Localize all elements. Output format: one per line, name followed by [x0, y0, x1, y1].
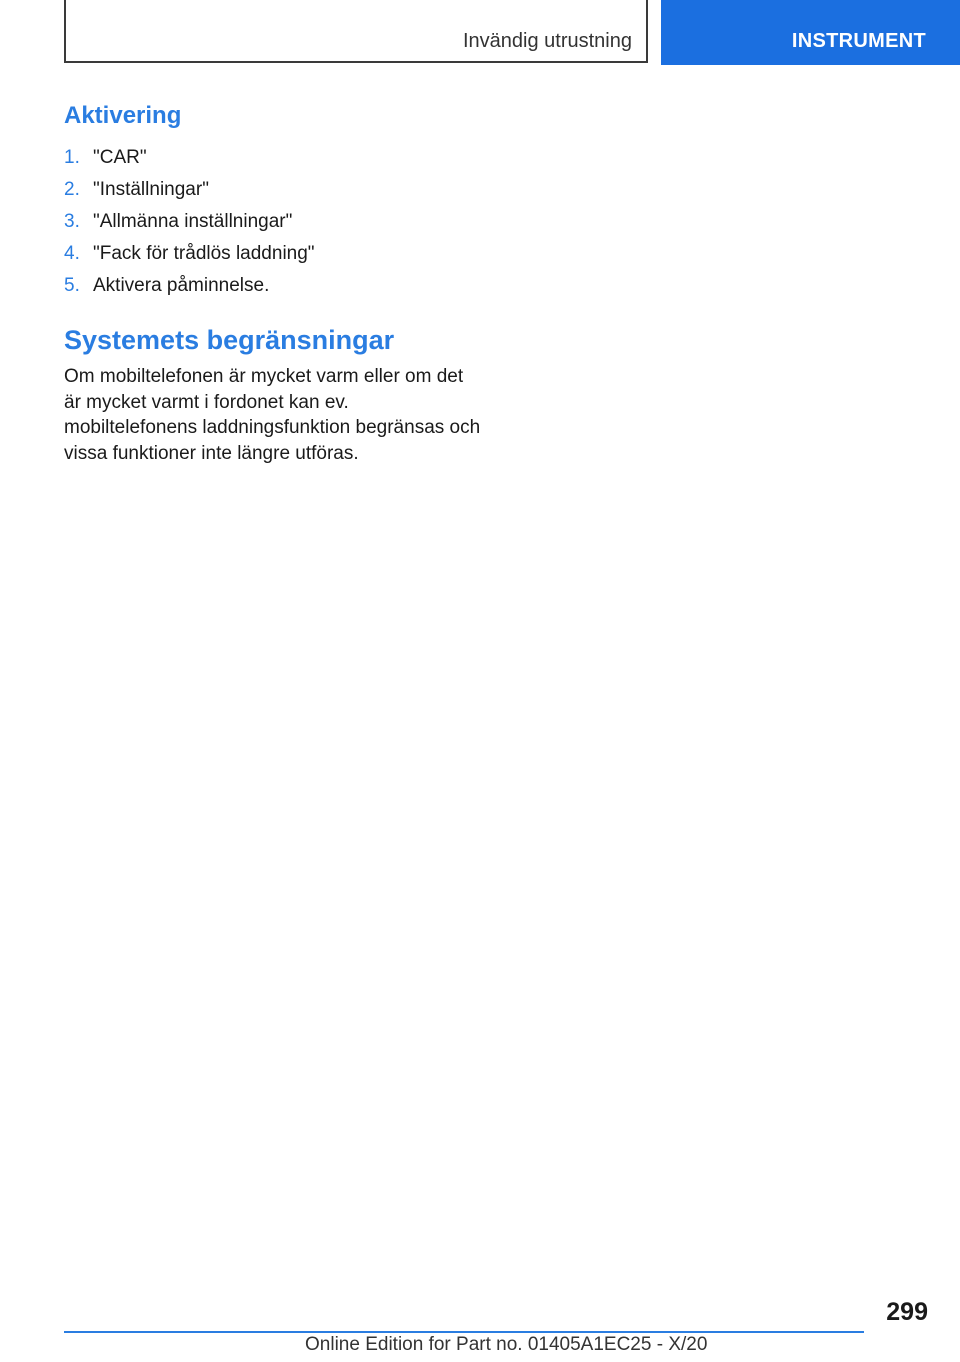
footer-divider: [64, 1331, 864, 1333]
step-text: Aktivera påminnelse.: [93, 275, 270, 296]
step-item: [64, 270, 484, 302]
limits-heading: Systemets begränsningar: [64, 325, 395, 355]
step-number: 5.: [64, 275, 80, 296]
activation-heading: Aktivering: [64, 102, 182, 129]
step-number: 1.: [64, 147, 80, 168]
edition-footer: Online Edition for Part no. 01405A1EC25 - X/20: [305, 1334, 708, 1355]
page-number: 299: [886, 1298, 928, 1326]
step-item: [64, 142, 484, 174]
section-title: Invändig utrustning: [462, 30, 632, 52]
step-number: 2.: [64, 179, 80, 200]
step-item: [64, 174, 484, 206]
chapter-tab-label: INSTRUMENT: [791, 30, 926, 52]
step-number: 4.: [64, 243, 80, 264]
step-text: "Fack för trådlös laddning": [93, 243, 315, 264]
step-text: "Allmänna inställningar": [93, 211, 293, 232]
step-item: [64, 206, 484, 238]
limits-paragraph: Om mobiltelefonen är mycket varm eller om det är mycket varmt i fordonet kan ev. mobiltelefonens laddningsfunktion begränsas och vissa funktioner inte längre utföras.: [64, 366, 481, 464]
step-item: [64, 238, 484, 270]
step-text: "CAR": [93, 147, 147, 168]
step-text: "Inställningar": [93, 179, 209, 200]
main-content: [64, 100, 484, 466]
header-frame: [64, 0, 648, 63]
step-number: 3.: [64, 211, 80, 232]
activation-steps: [64, 142, 484, 302]
chapter-tab[interactable]: [661, 0, 960, 65]
